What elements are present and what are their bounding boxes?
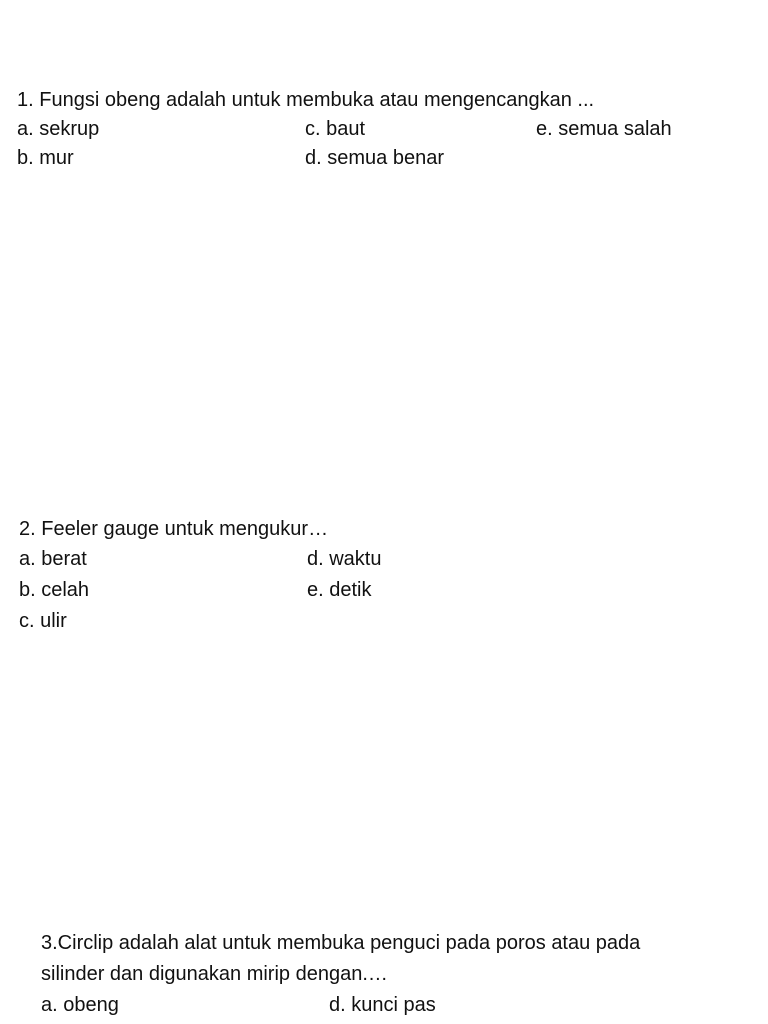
question-1-option-c: c. baut [305,118,366,140]
question-2-option-d: d. waktu [307,548,382,570]
question-1-option-e: e. semua salah [536,118,672,140]
question-2-text: 2. Feeler gauge untuk mengukur… [19,518,329,540]
question-3-text-line-2: silinder dan digunakan mirip dengan.… [41,963,388,985]
question-3-text-line-1: 3.Circlip adalah alat untuk membuka penguci pada poros atau pada [41,932,641,954]
question-1-text: 1. Fungsi obeng adalah untuk membuka atau mengencangkan ... [17,89,595,111]
question-1-option-b: b. mur [17,147,74,169]
question-1-option-a: a. sekrup [17,118,100,140]
question-1-option-d: d. semua benar [305,147,444,169]
question-3-option-d: d. kunci pas [329,994,436,1016]
question-2-option-e: e. detik [307,579,372,601]
question-3-option-a: a. obeng [41,994,119,1016]
question-2-option-b: b. celah [19,579,90,601]
question-2-option-a: a. berat [19,548,87,570]
question-2-option-c: c. ulir [19,610,67,632]
